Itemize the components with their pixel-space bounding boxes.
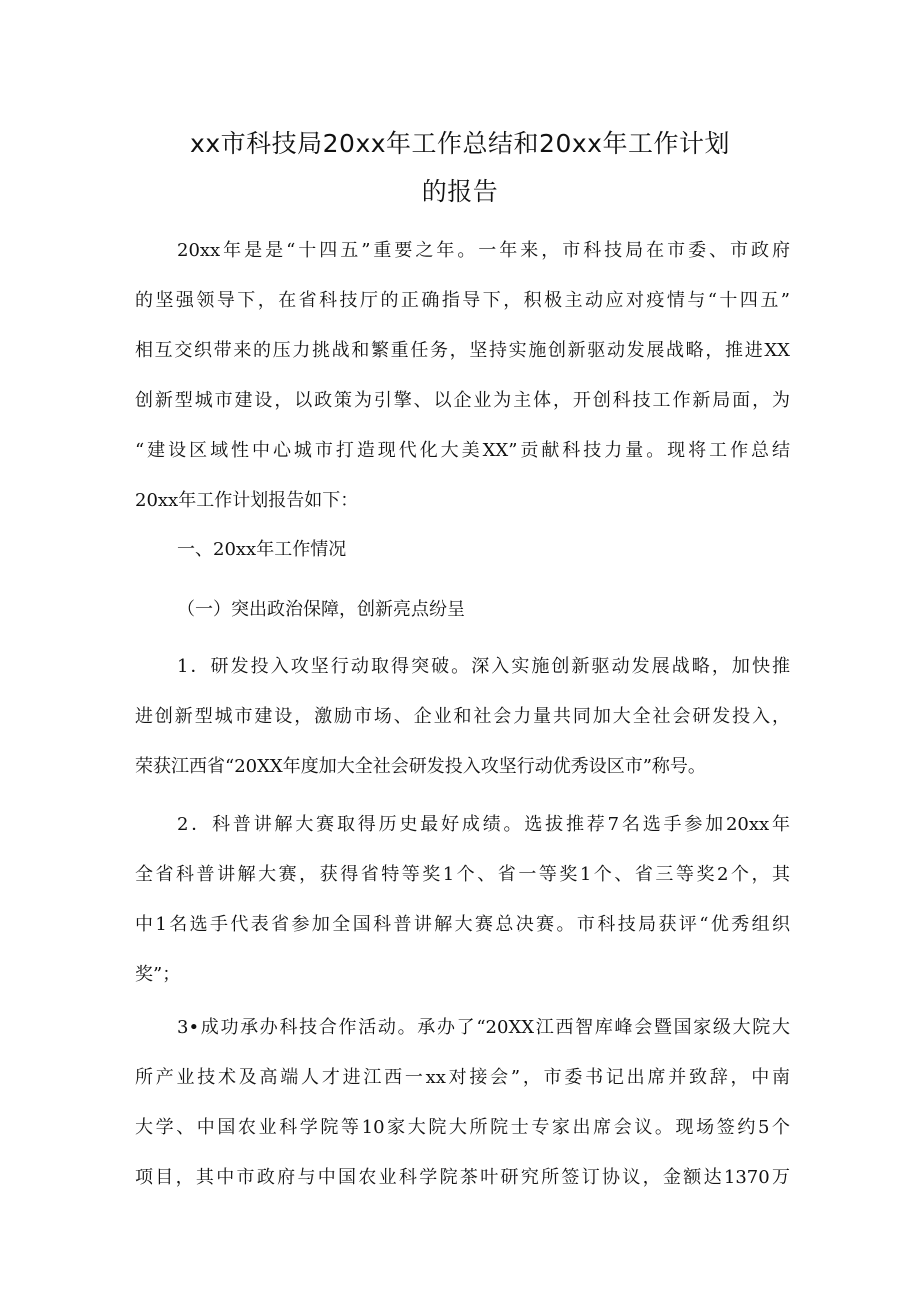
intro-line: 20xx年工作计划报告如下： <box>135 490 359 511</box>
subsection-heading: （一）突出政治保障，创新亮点纷呈 <box>177 599 465 620</box>
item-1-line: 进创新型城市建设，激励市场、企业和社会力量共同加大全社会研发投入， <box>135 706 790 727</box>
item-2-line: 奖”； <box>135 964 181 985</box>
item-3-line: 所产业技术及高端人才进江西一xx对接会”，市委书记出席并致辞，中南 <box>135 1067 790 1088</box>
intro-line: “建设区域性中心城市打造现代化大美XX”贡献科技力量。现将工作总结 <box>135 440 790 461</box>
intro-paragraph <box>135 226 790 526</box>
item-3-line: 项目，其中市政府与中国农业科学院茶叶研究所签订协议，金额达1370万 <box>135 1167 790 1188</box>
document-title-line-1: xx市科技局20xx年工作总结和20xx年工作计划 <box>190 129 730 158</box>
item-3-line: 3•成功承办科技合作活动。承办了“20XX江西智库峰会暨国家级大院大 <box>177 1017 790 1038</box>
intro-line: 的坚强领导下，在省科技厅的正确指导下，积极主动应对疫情与“十四五” <box>135 290 790 311</box>
intro-line: 相互交织带来的压力挑战和繁重任务，坚持实施创新驱动发展战略，推进XX <box>135 340 790 361</box>
item-1-line: 1．研发投入攻坚行动取得突破。深入实施创新驱动发展战略，加快推 <box>177 656 790 677</box>
item-2-line: 全省科普讲解大赛，获得省特等奖1个、省一等奖1个、省三等奖2个，其 <box>135 864 790 885</box>
item-1-line: 荣获江西省“20XX年度加大全社会研发投入攻坚行动优秀设区市”称号。 <box>135 756 706 777</box>
intro-line: 20xx年是是“十四五”重要之年。一年来，市科技局在市委、市政府 <box>177 240 790 261</box>
document-title-line-2: 的报告 <box>421 177 499 206</box>
item-2-line: 2．科普讲解大赛取得历史最好成绩。选拔推荐7名选手参加20xx年 <box>177 814 790 835</box>
item-2-line: 中1名选手代表省参加全国科普讲解大赛总决赛。市科技局获评“优秀组织 <box>135 914 790 935</box>
item-2-paragraph <box>135 800 790 1000</box>
intro-line: 创新型城市建设，以政策为引擎、以企业为主体，开创科技工作新局面，为 <box>135 390 790 411</box>
item-3-line: 大学、中国农业科学院等10家大院大所院士专家出席会议。现场签约5个 <box>135 1117 790 1138</box>
item-1-paragraph <box>135 642 790 792</box>
item-3-paragraph <box>135 1003 790 1203</box>
section-heading: 一、20xx年工作情况 <box>177 539 347 560</box>
